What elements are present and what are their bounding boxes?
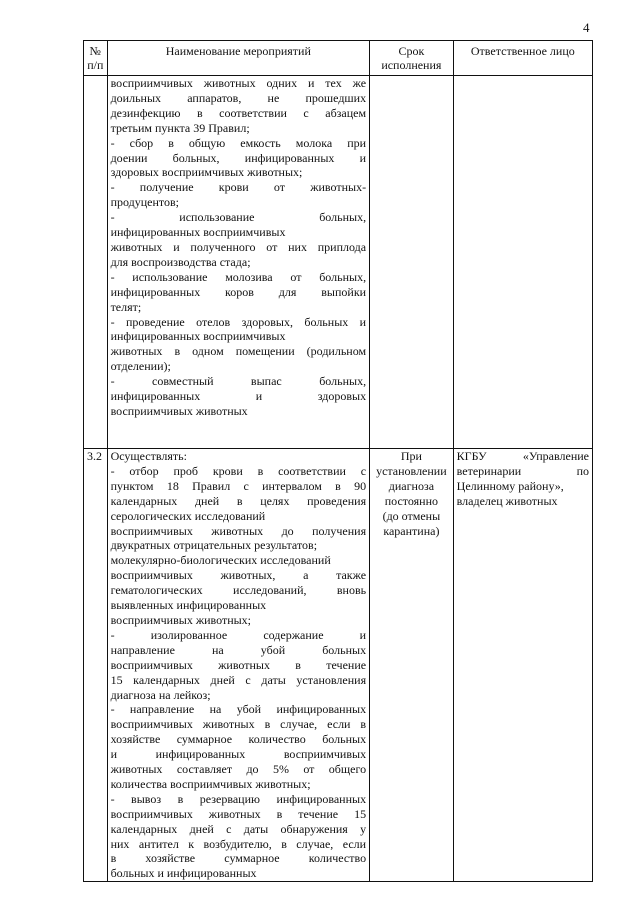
- measure-line: календарных дней с даты обнаружения у: [110, 821, 367, 836]
- deadline-line: (до отмены: [382, 508, 441, 523]
- row-deadline: [370, 449, 454, 882]
- measure-line: доильных аппаратов, не прошедших: [110, 90, 367, 105]
- header-num: № п/п: [84, 41, 108, 76]
- table-header-row: [84, 41, 593, 76]
- measure-line: - сбор в общую емкость молока при: [110, 135, 367, 150]
- table-row: [84, 449, 593, 882]
- measure-line: доении больных, инфицированных и: [110, 150, 367, 165]
- responsible-line: КГБУ «Управление: [456, 449, 589, 463]
- responsible-line: Целинному району»,: [456, 478, 564, 493]
- measure-line: календарных дней в целях проведения: [110, 493, 367, 508]
- row-num: 3.2: [84, 449, 108, 882]
- measure-line: молекулярно-биологических исследований: [110, 553, 331, 568]
- page-number: 4: [583, 20, 590, 35]
- table-row: [84, 76, 593, 449]
- measure-line: восприимчивых животных одних и тех же: [110, 76, 367, 90]
- deadline-line: установлении: [376, 463, 447, 478]
- measure-line: количества восприимчивых животных;: [110, 776, 311, 791]
- measure-line: телят;: [110, 299, 142, 314]
- measure-line: двукратных отрицательных результатов;: [110, 538, 318, 553]
- measure-line: инфицированных коров для выпойки: [110, 284, 367, 299]
- measure-line: серологических исследований: [110, 508, 266, 523]
- responsible-line: ветеринарии по: [456, 463, 589, 478]
- measure-line: - получение крови от животных-: [110, 180, 367, 195]
- header-measure: Наименование мероприятий: [107, 41, 370, 76]
- measure-line: животных в одном помещении (родильном: [110, 344, 367, 359]
- deadline-line: карантина): [383, 523, 440, 538]
- deadline-line: диагноза: [388, 478, 435, 493]
- measure-line: - вывоз в резервацию инфицированных: [110, 791, 367, 806]
- measure-line: - использование молозива от больных,: [110, 269, 367, 284]
- measure-line: дезинфекцию в соответствии с абзацем: [110, 105, 367, 120]
- measure-line: - совместный выпас больных,: [110, 374, 367, 389]
- measure-line: животных и полученного от них приплода: [110, 239, 367, 254]
- row-responsible: [453, 449, 592, 882]
- row-num: [84, 76, 108, 449]
- measure-line: - проведение отелов здоровых, больных и: [110, 314, 367, 329]
- row-measures: [107, 449, 370, 882]
- measure-line: - отбор проб крови в соответствии с: [110, 463, 367, 478]
- measure-line: хозяйстве суммарное количество больных: [110, 732, 367, 747]
- measure-line: продуцентов;: [110, 195, 179, 210]
- measure-line: них антител к возбудителю, в случае, если: [110, 836, 367, 851]
- header-deadline: Срок исполнения: [370, 41, 454, 76]
- row-measures: [107, 76, 370, 449]
- measure-line: инфицированных восприимчивых: [110, 225, 286, 240]
- measure-line: направление на убой больных: [110, 642, 367, 657]
- measure-line: восприимчивых животных;: [110, 612, 252, 627]
- measure-line: гематологических исследований, вновь: [110, 583, 367, 598]
- header-responsible: Ответственное лицо: [453, 41, 592, 76]
- measure-line: Осуществлять:: [110, 449, 187, 463]
- measure-line: выявленных инфицированных: [110, 598, 267, 613]
- measure-line: восприимчивых животных в случае, если в: [110, 717, 367, 732]
- measure-line: здоровых восприимчивых животных;: [110, 165, 303, 180]
- deadline-line: постоянно: [384, 493, 439, 508]
- measure-line: восприимчивых животных до получения: [110, 523, 367, 538]
- row-deadline: [370, 76, 454, 449]
- measure-line: для воспроизводства стада;: [110, 254, 251, 269]
- measure-line: восприимчивых животных в течение: [110, 657, 367, 672]
- responsible-line: владелец животных: [456, 493, 558, 508]
- measure-line: третьим пункта 39 Правил;: [110, 120, 250, 135]
- measure-line: животных составляет до 5% от общего: [110, 762, 367, 777]
- row-responsible: [453, 76, 592, 449]
- measure-line: восприимчивых животных, а также: [110, 568, 367, 583]
- measure-line: - направление на убой инфицированных: [110, 702, 367, 717]
- measure-line: восприимчивых животных в течение 15: [110, 806, 367, 821]
- measure-line: пунктом 18 Правил с интервалом в 90: [110, 478, 367, 493]
- measure-line: - использование больных,: [110, 210, 367, 225]
- measure-line: и инфицированных восприимчивых: [110, 747, 367, 762]
- deadline-line: При: [400, 449, 422, 463]
- measure-line: диагноза на лейкоз;: [110, 687, 211, 702]
- measure-line: - изолированное содержание и: [110, 627, 367, 642]
- measure-line: 15 календарных дней с даты установления: [110, 672, 367, 687]
- measure-line: больных и инфицированных: [110, 866, 257, 881]
- measure-line: в хозяйстве суммарное количество: [110, 851, 367, 866]
- measure-line: инфицированных и здоровых: [110, 389, 367, 404]
- measure-line: инфицированных восприимчивых: [110, 329, 286, 344]
- measures-table: [83, 40, 593, 882]
- measure-line: отделении);: [110, 359, 171, 374]
- measure-line: восприимчивых животных: [110, 403, 248, 418]
